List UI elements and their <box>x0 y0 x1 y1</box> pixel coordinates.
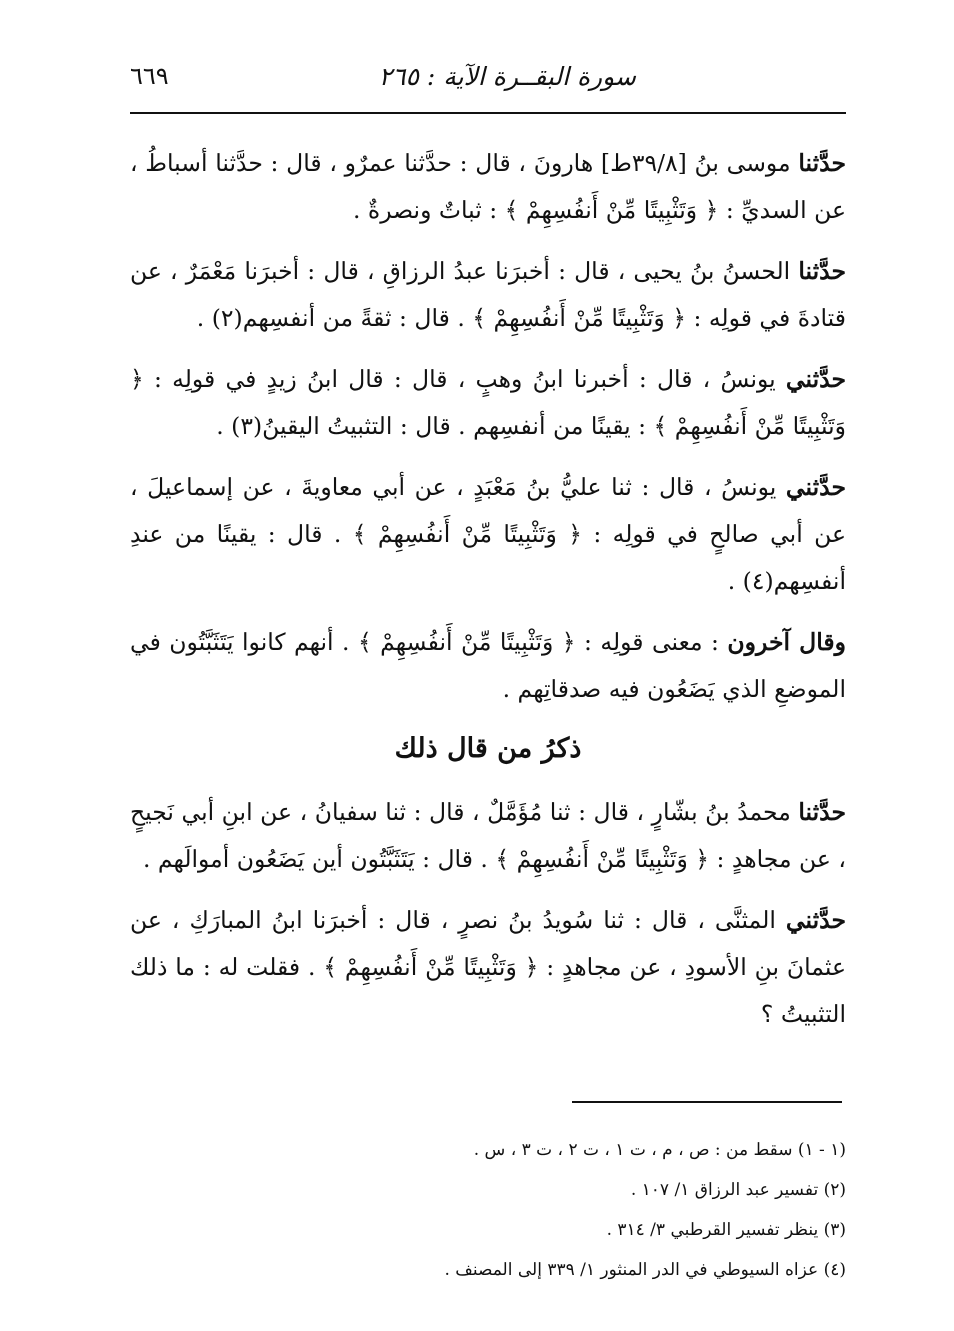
paragraph-text: محمدُ بنُ بشّارٍ ، قال : ثنا مُؤَمَّلٌ ، قال : ثنا سفيانُ ، عن ابنِ أبي نَجيحٍ ، عن مجاهدٍ : ﴿ وَتَثْبِيتًا مِّنْ أَنفُسِهِمْ ﴾ . قال : يَتَثَبَّتُون أين يَضَعُون أموالَهم . <box>130 798 846 873</box>
paragraph-text: يونسُ ، قال : أخبرنا ابنُ وهبٍ ، قال : قال ابنُ زيدٍ في قولِه : ﴿ وَتَثْبِيتًا مِّنْ أَنفُسِهِمْ ﴾ : يقينًا من أنفسِهم . قال : التثبيتُ اليقينُ(٣) . <box>130 365 846 440</box>
paragraph <box>130 464 846 605</box>
section-heading: ذكرُ من قال ذلك <box>394 733 582 764</box>
header-title: سورة البقــرة الآية : ٢٦٥ <box>378 61 636 91</box>
paragraph-lead: حدَّثنا <box>798 149 846 177</box>
paragraph-lead: حدَّثنا <box>798 798 846 826</box>
paragraph <box>130 248 846 342</box>
header-rule <box>130 112 846 114</box>
paragraph-lead: حدَّثني <box>785 473 846 501</box>
footnote: (١ - ١) سقط من : ص ، م ، ت ١ ، ت ٢ ، ت ٣ ، س . <box>473 1140 846 1160</box>
paragraph <box>130 789 846 883</box>
footnote: (٣) ينظر تفسير القرطبي ٣/ ٣١٤ . <box>606 1220 846 1240</box>
paragraph-text: الحسنُ بنُ يحيى ، قال : أخبرَنا عبدُ الرزاقِ ، قال : أخبرَنا مَعْمَرٌ ، عن قتادةَ في قولِه : ﴿ وَتَثْبِيتًا مِّنْ أَنفُسِهِمْ ﴾ . قال : ثقةً من أنفسِهم(٢) . <box>130 257 846 332</box>
paragraph-text: : معنى قولِه : ﴿ وَتَثْبِيتًا مِّنْ أَنفُسِهِمْ ﴾ . أنهم كانوا يَتَثَبَّتُون في الموضعِ الذي يَضَعُون فيه صدقاتِهم . <box>130 628 846 703</box>
paragraph-text: المثنَّى ، قال : ثنا سُويدُ بنُ نصرٍ ، قال : أخبرَنا ابنُ المبارَكِ ، عن عثمانَ بنِ الأسودِ ، عن مجاهدٍ : ﴿ وَتَثْبِيتًا مِّنْ أَنفُسِهِمْ ﴾ . فقلت له : ما ذلك التثبيتُ ؟ <box>130 906 846 1028</box>
paragraph <box>130 356 846 450</box>
paragraph-text: موسى بنُ [٣٩/٨ط] هارونَ ، قال : حدَّثنا عمرٌو ، قال : حدَّثنا أسباطُ ، عن السديِّ : ﴿ وَتَثْبِيتًا مِّنْ أَنفُسِهِمْ ﴾ : ثباتٌ ونصرةٌ . <box>130 149 846 224</box>
page-number: ٦٦٩ <box>130 62 169 90</box>
footnote: (٤) عزاه السيوطي في الدر المنثور ١/ ٣٣٩ إلى المصنف . <box>444 1260 846 1280</box>
paragraph <box>130 897 846 1038</box>
paragraph <box>130 619 846 713</box>
body-text <box>130 140 846 1052</box>
paragraph <box>130 140 846 234</box>
paragraph-lead: حدَّثنا <box>798 257 846 285</box>
footnote: (٢) تفسير عبد الرزاق ١/ ١٠٧ . <box>630 1180 846 1200</box>
paragraph-lead: حدَّثني <box>785 906 846 934</box>
running-header <box>130 58 846 94</box>
footnotes <box>130 1136 846 1296</box>
paragraph-text: يونسُ ، قال : ثنا عليُّ بنُ مَعْبَدٍ ، عن أبي معاويةَ ، عن إسماعيلَ ، عن أبي صالحٍ في قولِه : ﴿ وَتَثْبِيتًا مِّنْ أَنفُسِهِمْ ﴾ . قال : يقينًا من عندِ أنفسِهم(٤) . <box>130 473 846 595</box>
paragraph-lead: وقال آخرون <box>727 628 846 656</box>
paragraph-lead: حدَّثني <box>785 365 846 393</box>
footnote-rule <box>572 1101 842 1103</box>
